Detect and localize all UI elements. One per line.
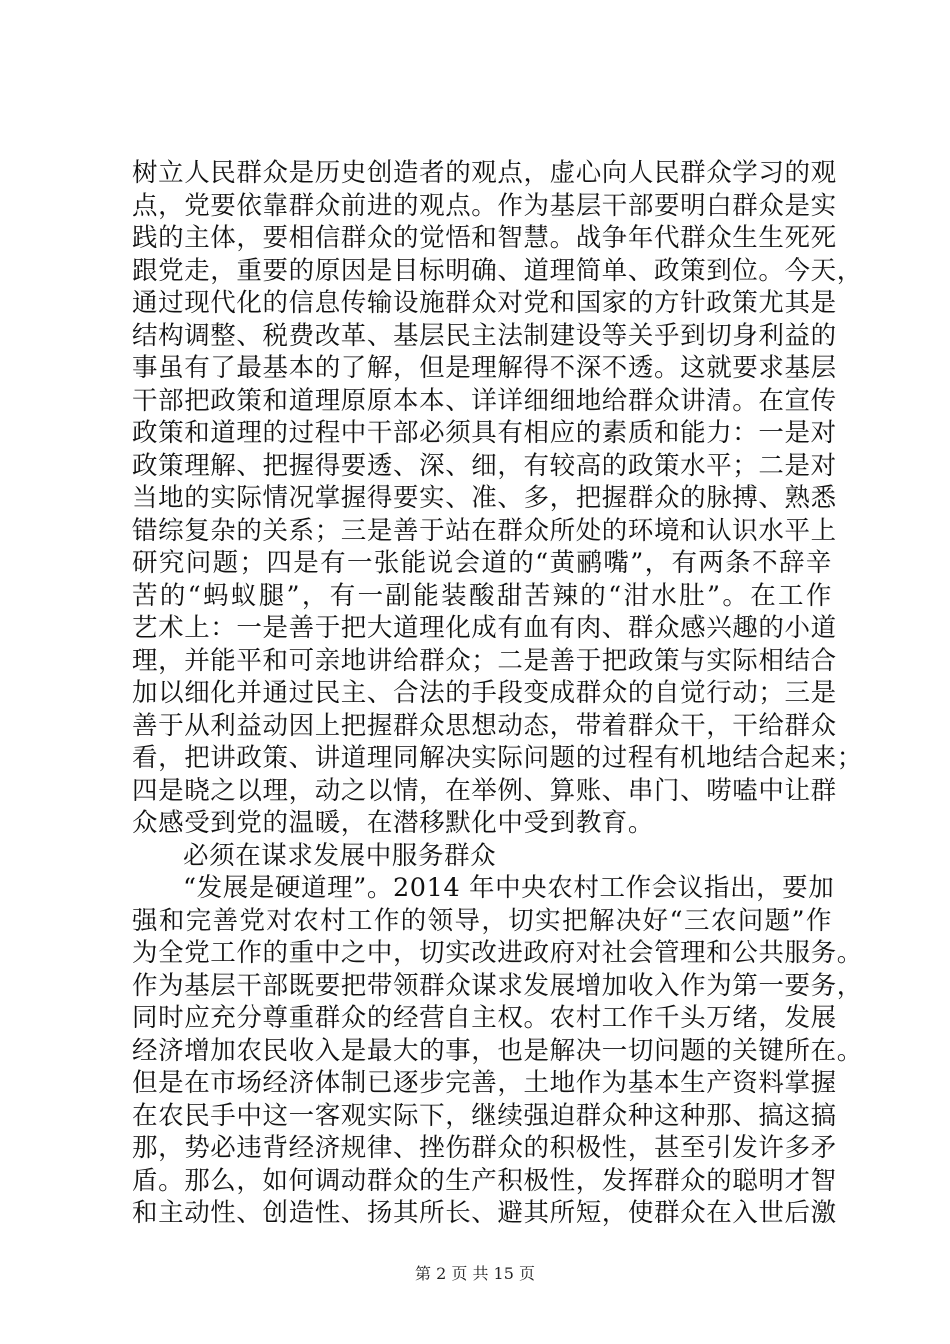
text-line: 结构调整、税费改革、基层民主法制建设等关乎到切身利益的	[132, 320, 837, 351]
text-line: 跟党走，重要的原因是目标明确、道理简单、政策到位。今天，	[132, 255, 863, 286]
text-line: 践的主体，要相信群众的觉悟和智慧。战争年代群众生生死死	[132, 223, 837, 253]
text-line: 为全党工作的重中之中，切实改进政府对社会管理和公共服务。	[132, 938, 863, 968]
text-line: 事虽有了最基本的了解，但是理解得不深不透。这就要求基层	[132, 353, 837, 383]
text-line: 苦的“蚂蚁腿”，有一副能装酸甜苦辣的“泔水肚”。在工作	[132, 580, 832, 611]
section-heading: 必须在谋求发展中服务群众	[183, 840, 497, 871]
text-line: 理，并能平和可亲地讲给群众；二是善于把政策与实际相结合	[132, 645, 837, 676]
text-line: 众感受到党的温暖，在潜移默化中受到教育。	[132, 808, 655, 838]
text-line: “发展是硬道理”。2014 年中央农村工作会议指出，要加	[183, 873, 835, 903]
text-line: 经济增加农民收入是最大的事，也是解决一切问题的关键所在。	[132, 1035, 863, 1066]
text-line: 艺术上：一是善于把大道理化成有血有肉、群众感兴趣的小道	[132, 613, 837, 643]
text-line: 点，党要依靠群众前进的观点。作为基层干部要明白群众是实	[132, 190, 837, 221]
paragraph-2	[132, 872, 863, 1230]
text-line: 政策理解、把握得要透、深、细，有较高的政策水平；二是对	[132, 450, 837, 481]
paragraph-1	[132, 157, 863, 840]
text-line: 看，把讲政策、讲道理同解决实际问题的过程有机地结合起来；	[132, 743, 863, 773]
text-line: 错综复杂的关系；三是善于站在群众所处的环境和认识水平上	[132, 515, 837, 546]
text-line: 加以细化并通过民主、合法的手段变成群众的自觉行动；三是	[132, 678, 837, 708]
document-body	[132, 157, 863, 1230]
text-line: 盾。那么，如何调动群众的生产积极性，发挥群众的聪明才智	[132, 1165, 837, 1196]
text-line: 但是在市场经济体制已逐步完善，土地作为基本生产资料掌握	[132, 1068, 837, 1098]
text-line: 干部把政策和道理原原本本、详详细细地给群众讲清。在宣传	[132, 385, 837, 416]
text-line: 四是晓之以理，动之以情，在举例、算账、串门、唠嗑中让群	[132, 775, 837, 806]
text-line: 那，势必违背经济规律、挫伤群众的积极性，甚至引发许多矛	[132, 1133, 837, 1163]
text-line: 作为基层干部既要把带领群众谋求发展增加收入作为第一要务，	[132, 970, 863, 1001]
text-line: 善于从利益动因上把握群众思想动态，带着群众干，干给群众	[132, 710, 837, 741]
text-line: 和主动性、创造性、扬其所长、避其所短，使群众在入世后激	[132, 1198, 837, 1228]
page-number-footer: 第 2 页 共 15 页	[415, 1264, 535, 1283]
text-line: 树立人民群众是历史创造者的观点，虚心向人民群众学习的观	[132, 158, 837, 188]
text-line: 政策和道理的过程中干部必须具有相应的素质和能力：一是对	[132, 418, 837, 448]
text-line: 在农民手中这一客观实际下，继续强迫群众种这种那、搞这搞	[132, 1100, 837, 1131]
text-line: 同时应充分尊重群众的经营自主权。农村工作千头万绪，发展	[132, 1003, 837, 1033]
text-line: 研究问题；四是有一张能说会道的“黄鹂嘴”，有两条不辞辛	[132, 548, 832, 578]
text-line: 强和完善党对农村工作的领导，切实把解决好“三农问题”作	[132, 905, 832, 936]
text-line: 通过现代化的信息传输设施群众对党和国家的方针政策尤其是	[132, 288, 837, 318]
text-line: 当地的实际情况掌握得要实、准、多，把握群众的脉搏、熟悉	[132, 483, 837, 513]
